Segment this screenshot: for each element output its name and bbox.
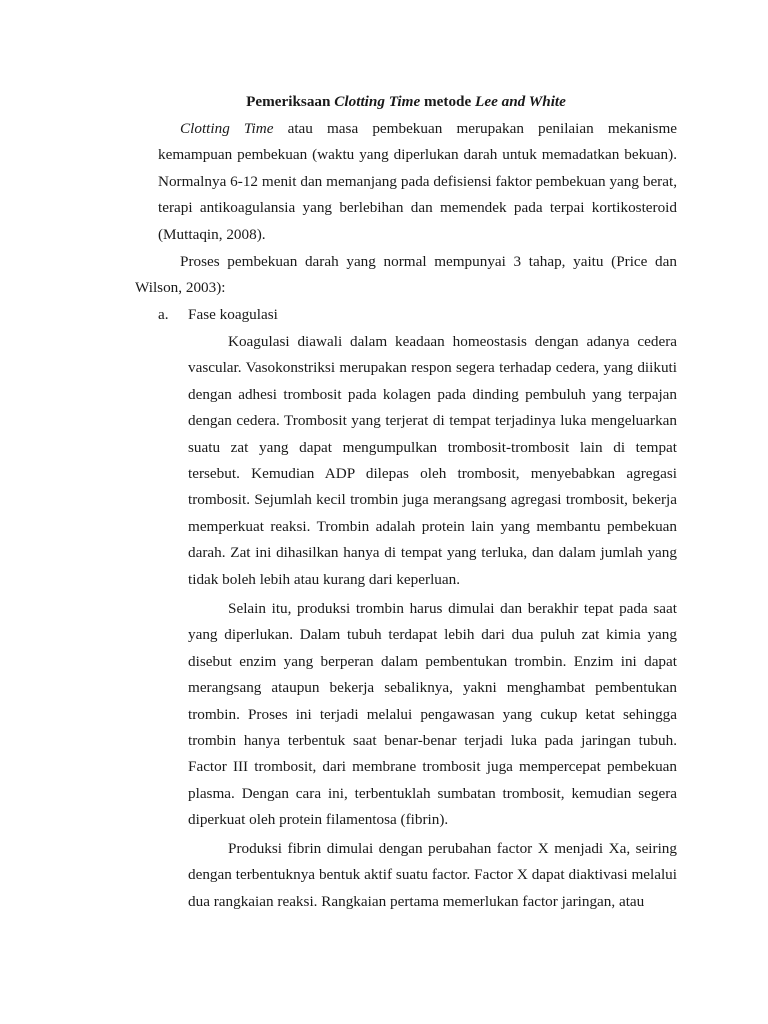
- paragraph-body: atau masa pembekuan merupakan penilaian mekanisme kemampuan pembekuan (waktu yang diperlukan darah untuk memadatkan bekuan). Normalnya 6-12 menit dan memanjang pada defisiensi faktor pembekuan yang berat, terapi antikoagulansia yang berlebihan dan memendek pada terpai kortikosteroid (Muttaqin, 2008).: [158, 120, 677, 243]
- paragraph-thrombin: Selain itu, produksi trombin harus dimulai dan berakhir tepat pada saat yang diperlukan. Dalam tubuh terdapat lebih dari dua puluh zat kimia yang disebut enzim yang berperan dalam pembentukan trombin. Enzim ini dapat merangsang ataupun bekerja sebaliknya, yakni menghambat pembentukan trombin. Proses ini terjadi melalui pengawasan yang cukup ketat sehingga trombin hanya terbentuk saat benar-benar terjadi luka pada jaringan tubuh. Factor III trombosit, dari membrane trombosit juga mempercepat pembekuan plasma. Dengan cara ini, terbentuklah sumbatan trombosit, kemudian segera diperkuat oleh protein filamentosa (fibrin).: [188, 600, 677, 829]
- list-marker: a.: [158, 306, 169, 323]
- document-title: [135, 92, 677, 112]
- title-text-2: Clotting Time: [334, 93, 421, 110]
- title-text-3: metode: [420, 93, 476, 110]
- paragraph-coagulation: Koagulasi diawali dalam keadaan homeostasis dengan adanya cedera vascular. Vasokonstriksi merupakan respon segera terhadap cedera, yang diikuti dengan adhesi trombosit pada kolagen pada dinding pembuluh yang terpajan dengan cedera. Trombosit yang terjerat di tempat terjadinya luka mengeluarkan suatu zat yang dapat mengumpulkan trombosit-trombosit lain di tempat tersebut. Kemudian ADP dilepas oleh trombosit, menyebabkan agregasi trombosit. Sejumlah kecil trombin juga merangsang agregasi trombosit, bekerja memperkuat reaksi. Trombin adalah protein lain yang membantu pembekuan darah. Zat ini dihasilkan hanya di tempat yang terluka, dan dalam jumlah yang tidak boleh lebih atau kurang dari keperluan.: [188, 333, 677, 588]
- paragraph-lead-term: Clotting Time: [180, 120, 274, 137]
- paragraph-process-intro: Proses pembekuan darah yang normal mempunyai 3 tahap, yaitu (Price dan Wilson, 2003):: [135, 253, 677, 297]
- paragraph-fibrin: Produksi fibrin dimulai dengan perubahan factor X menjadi Xa, seiring dengan terbentuknya bentuk aktif suatu factor. Factor X dapat diaktivasi melalui dua rangkaian reaksi. Rangkaian pertama memerlukan factor jaringan, atau: [188, 840, 677, 910]
- paragraph-clotting-time: [158, 116, 677, 248]
- title-text-1: Pemeriksaan: [246, 93, 335, 110]
- title-text-4: Lee and White: [475, 93, 566, 110]
- list-item-label: Fase koagulasi: [188, 306, 278, 323]
- list-item-a: [158, 302, 278, 328]
